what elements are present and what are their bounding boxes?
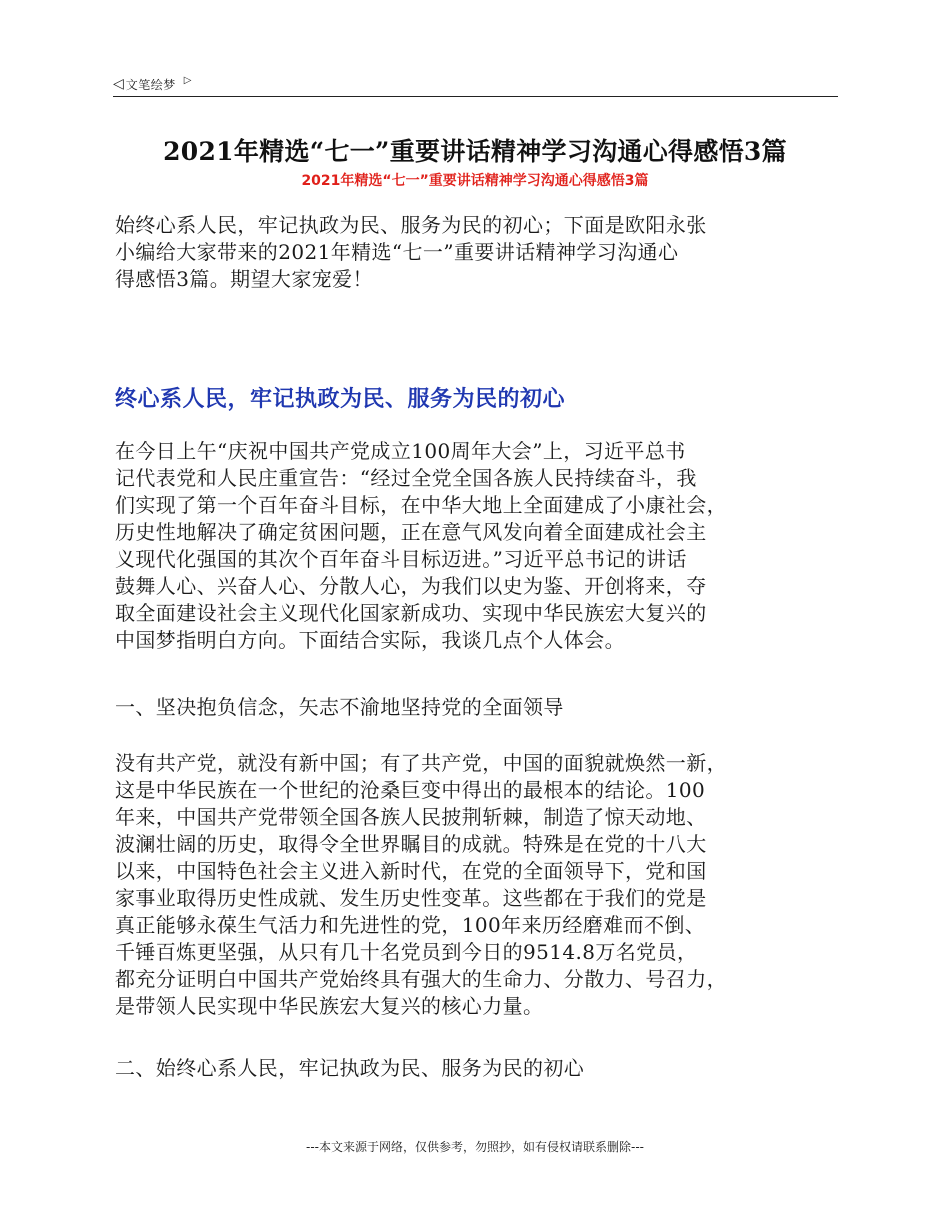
- paragraph-line: 记代表党和人民庄重宣告：“经过全党全国各族人民持续奋斗，我: [115, 466, 697, 490]
- page-footer: ---本文来源于网络，仅供参考，勿照抄，如有侵权请联系删除---: [306, 1140, 644, 1154]
- paragraph-line: 千锤百炼更坚强，从只有几十名党员到今日的9514.8万名党员，: [115, 940, 698, 964]
- triangle-left-icon: ◁: [113, 76, 124, 92]
- header-brand: 文笔绘梦: [125, 77, 176, 92]
- paragraph-line: 历史性地解决了确定贫困问题，正在意气风发向着全面建成社会主: [115, 520, 707, 544]
- paragraph-line: 鼓舞人心、兴奋人心、分散人心，为我们以史为鉴、开创将来，夺: [115, 574, 707, 598]
- paragraph-line: 没有共产党，就没有新中国；有了共产党，中国的面貌就焕然一新，: [115, 751, 727, 775]
- paragraph-line: 是带领人民实现中华民族宏大复兴的核心力量。: [115, 994, 544, 1018]
- paragraph-line: 波澜壮阔的历史，取得令全世界瞩目的成就。特殊是在党的十八大: [115, 832, 707, 856]
- point-1-heading: [115, 694, 845, 721]
- intro-line: 小编给大家带来的2021年精选“七一”重要讲话精神学习沟通心: [115, 240, 679, 264]
- paragraph-line: 中国梦指明白方向。下面结合实际，我谈几点个人体会。: [115, 628, 625, 652]
- paragraph-2: [115, 750, 845, 1020]
- paragraph-line: 们实现了第一个百年奋斗目标，在中华大地上全面建成了小康社会，: [115, 493, 727, 517]
- intro-line: 始终心系人民，牢记执政为民、服务为民的初心；下面是欧阳永张: [115, 213, 707, 237]
- section-heading: 终心系人民，牢记执政为民、服务为民的初心: [115, 386, 566, 412]
- paragraph-line: 真正能够永葆生气活力和先进性的党，100年来历经磨难而不倒、: [115, 913, 706, 937]
- paragraph-line: 年来，中国共产党带领全国各族人民披荆斩棘，制造了惊天动地、: [115, 805, 707, 829]
- paragraph-line: 都充分证明白中国共产党始终具有强大的生命力、分散力、号召力，: [115, 967, 727, 991]
- intro-paragraph: [115, 212, 845, 293]
- paragraph-line: 这是中华民族在一个世纪的沧桑巨变中得出的最根本的结论。100: [115, 778, 706, 802]
- document-title: 2021年精选“七一”重要讲话精神学习沟通心得感悟3篇: [163, 137, 787, 166]
- paragraph-line: 在今日上午“庆祝中国共产党成立100周年大会”上，习近平总书: [115, 439, 686, 463]
- paragraph-line: 以来，中国特色社会主义进入新时代，在党的全面领导下，党和国: [115, 859, 707, 883]
- intro-line: 得感悟3篇。期望大家宠爱！: [115, 267, 373, 291]
- point-heading-text: 一、坚决抱负信念，矢志不渝地坚持党的全面领导: [115, 695, 564, 719]
- paragraph-line: 义现代化强国的其次个百年奋斗目标迈进。”习近平总书记的讲话: [115, 547, 687, 571]
- page-header: [113, 72, 838, 97]
- point-2-heading: [115, 1055, 845, 1082]
- point-heading-text: 二、始终心系人民，牢记执政为民、服务为民的初心: [115, 1056, 585, 1080]
- triangle-right-icon: ▷: [183, 75, 192, 86]
- paragraph-line: 家事业取得历史性成就、发生历史性变革。这些都在于我们的党是: [115, 886, 707, 910]
- paragraph-1: [115, 438, 845, 654]
- document-subtitle: 2021年精选“七一”重要讲话精神学习沟通心得感悟3篇: [301, 173, 649, 189]
- paragraph-line: 取全面建设社会主义现代化国家新成功、实现中华民族宏大复兴的: [115, 601, 707, 625]
